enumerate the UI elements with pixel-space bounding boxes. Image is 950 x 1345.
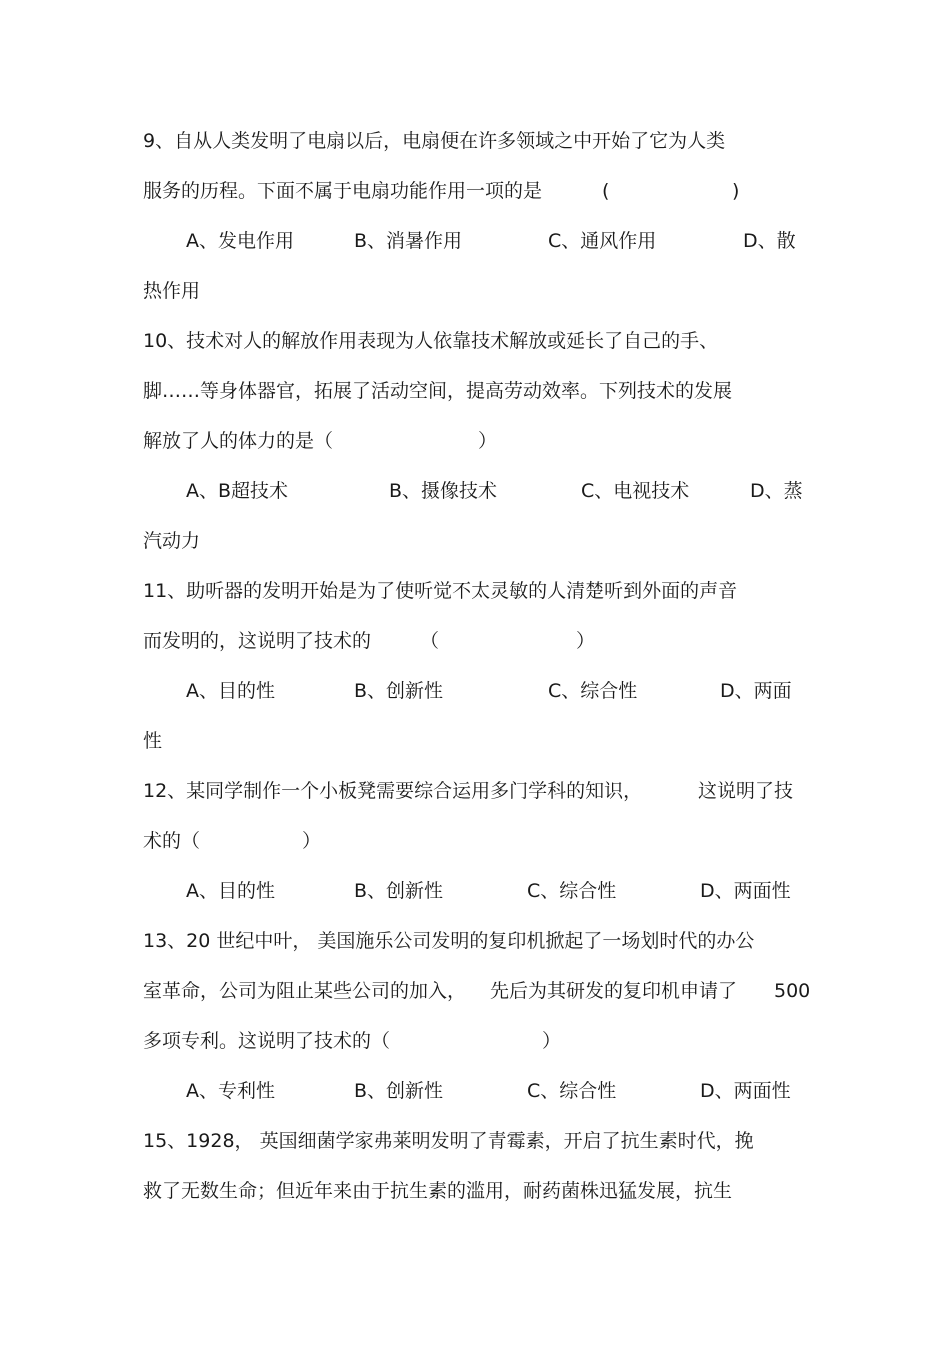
q9-stem-text: 9、自从人类发明了电扇以后，电扇便在许多领域之中开始了它为人类 [143, 130, 726, 152]
q13-option-d: D、两面性 [700, 1080, 791, 1102]
q9-option-c: C、通风作用 [548, 230, 657, 252]
q13-stem-line-1 [0, 926, 950, 956]
q9-options [0, 226, 950, 256]
q11-option-c: C、综合性 [548, 680, 638, 702]
q9-option-d: D、散 [743, 230, 796, 252]
q13-options [0, 1076, 950, 1106]
q15-stem-line-2 [0, 1176, 950, 1206]
q12-option-d: D、两面性 [700, 880, 791, 902]
q11-option-d-continuation: 性 [143, 730, 163, 752]
q9-answer-close-paren: ) [732, 180, 740, 202]
q9-answer-open-paren: ( [602, 180, 610, 202]
q9-option-a: A、发电作用 [186, 230, 294, 252]
q12-stem-line-2 [0, 826, 950, 856]
q10-answer-close-paren: ） [478, 430, 498, 452]
q12-answer-close-paren: ） [302, 830, 322, 852]
q10-stem-text: 解放了人的体力的是（ [143, 430, 334, 452]
q15-stem-text: 救了无数生命；但近年来由于抗生素的滥用，耐药菌株迅猛发展，抗生 [143, 1180, 733, 1202]
q9-stem-line-2 [0, 176, 950, 206]
q9-continuation [0, 276, 950, 306]
q11-stem-text: 而发明的，这说明了技术的 [143, 630, 372, 652]
q10-option-c: C、电视技术 [581, 480, 690, 502]
q12-stem-text: 术的（ [143, 830, 201, 852]
q12-options [0, 876, 950, 906]
q10-stem-text: 10、技术对人的解放作用表现为人依靠技术解放或延长了自己的手、 [143, 330, 719, 352]
q11-option-a: A、目的性 [186, 680, 275, 702]
q12-option-c: C、综合性 [527, 880, 617, 902]
q12-option-b: B、创新性 [354, 880, 444, 902]
q10-option-b: B、摄像技术 [389, 480, 498, 502]
q13-stem-text: 多项专利。这说明了技术的（ [143, 1030, 391, 1052]
q12-stem-text-tail: 这说明了技 [698, 780, 794, 802]
q13-option-a: A、专利性 [186, 1080, 275, 1102]
q10-options [0, 476, 950, 506]
q11-answer-open-paren: （ [420, 630, 440, 652]
q11-stem-line-1 [0, 576, 950, 606]
q10-option-d-continuation: 汽动力 [143, 530, 201, 552]
q13-stem-number: 500 [774, 980, 811, 1002]
q11-stem-text: 11、助听器的发明开始是为了使听觉不太灵敏的人清楚听到外面的声音 [143, 580, 738, 602]
q10-continuation [0, 526, 950, 556]
q11-options [0, 676, 950, 706]
q13-stem-text-mid: 先后为其研发的复印机申请了 [490, 980, 738, 1002]
q11-continuation [0, 726, 950, 756]
q11-answer-close-paren: ） [576, 630, 596, 652]
q11-option-d: D、两面 [720, 680, 792, 702]
q11-option-b: B、创新性 [354, 680, 444, 702]
q10-stem-line-1 [0, 326, 950, 356]
q13-stem-line-2 [0, 976, 950, 1006]
q10-stem-line-2 [0, 376, 950, 406]
q12-stem-text: 12、某同学制作一个小板凳需要综合运用多门学科的知识， [143, 780, 643, 802]
q15-stem-text: 15、1928， 英国细菌学家弗莱明发明了青霉素，开启了抗生素时代，挽 [143, 1130, 754, 1152]
q13-option-b: B、创新性 [354, 1080, 444, 1102]
q10-stem-line-3 [0, 426, 950, 456]
q10-option-d: D、蒸 [750, 480, 803, 502]
q9-option-b: B、消暑作用 [354, 230, 463, 252]
q9-option-d-continuation: 热作用 [143, 280, 201, 302]
q9-stem-line-1 [0, 126, 950, 156]
q13-answer-close-paren: ） [542, 1030, 562, 1052]
q15-stem-line-1 [0, 1126, 950, 1156]
q12-option-a: A、目的性 [186, 880, 275, 902]
q13-stem-text: 13、20 世纪中叶， 美国施乐公司发明的复印机掀起了一场划时代的办公 [143, 930, 755, 952]
q10-option-a: A、B超技术 [186, 480, 289, 502]
q10-stem-text: 脚……等身体器官，拓展了活动空间，提高劳动效率。下列技术的发展 [143, 380, 733, 402]
q12-stem-line-1 [0, 776, 950, 806]
q9-stem-text: 服务的历程。下面不属于电扇功能作用一项的是 [143, 180, 543, 202]
q11-stem-line-2 [0, 626, 950, 656]
q13-stem-line-3 [0, 1026, 950, 1056]
q13-option-c: C、综合性 [527, 1080, 617, 1102]
q13-stem-text: 室革命，公司为阻止某些公司的加入， [143, 980, 467, 1002]
